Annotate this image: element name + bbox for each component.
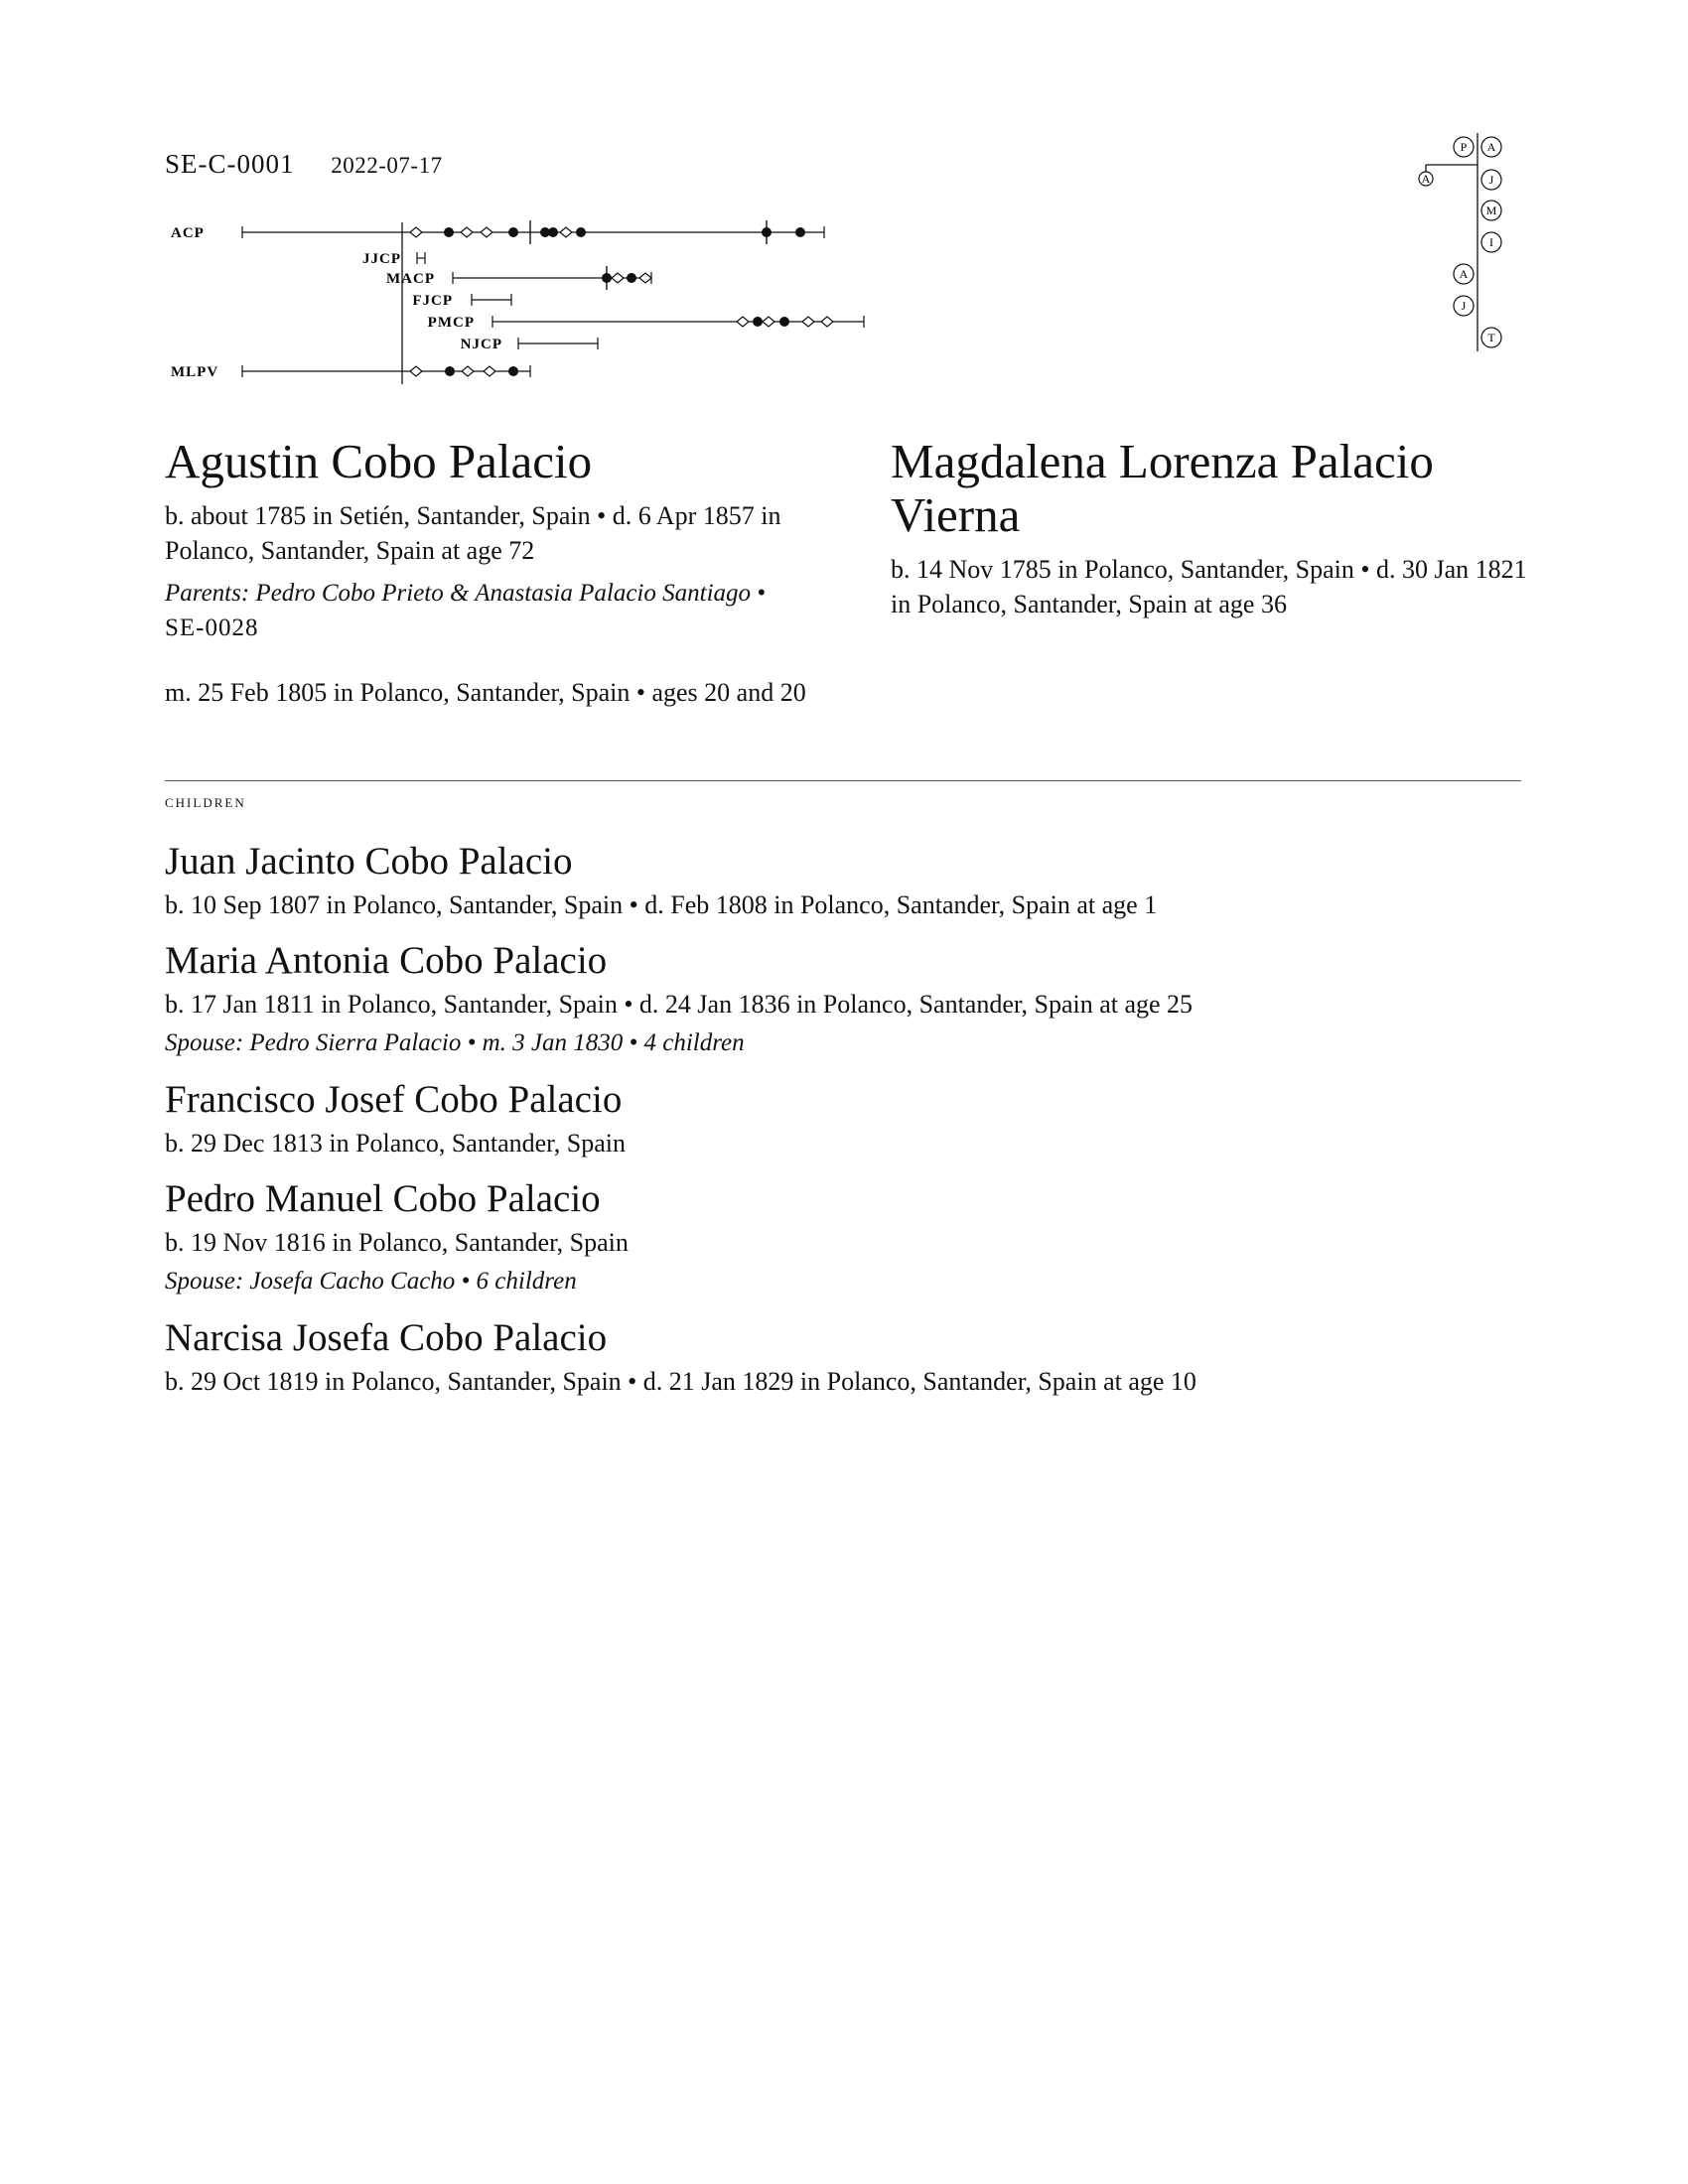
tree-node-initial: P [1460, 140, 1468, 154]
timeline-row-label: MACP [386, 271, 435, 287]
husband-parents-text: Parents: Pedro Cobo Prieto & Anastasia Palacio Santiago • [165, 580, 767, 607]
tree-node-initial: M [1485, 204, 1497, 217]
record-date: 2022-07-17 [331, 153, 443, 178]
record-id: SE-C-0001 [165, 149, 295, 179]
child-entry [165, 1077, 1525, 1162]
timeline-event-dot [508, 227, 518, 237]
husband-parents [165, 576, 810, 645]
child-facts: b. 17 Jan 1811 in Polanco, Santander, Spain • d. 24 Jan 1836 in Polanco, Santander, Spain at age 25 [165, 990, 1194, 1019]
timeline-event-dot [627, 273, 636, 283]
timeline-event-dot [508, 366, 518, 376]
timeline-event-diamond [560, 227, 572, 237]
timeline-event-dot [444, 227, 454, 237]
tree-node-initial: A [1459, 267, 1469, 281]
timeline-event-diamond [481, 227, 492, 237]
child-name: Juan Jacinto Cobo Palacio [165, 840, 573, 883]
husband-block [165, 435, 810, 645]
marriage-facts: m. 25 Feb 1805 in Polanco, Santander, Spain • ages 20 and 20 [165, 678, 806, 707]
child-name: Pedro Manuel Cobo Palacio [165, 1177, 601, 1220]
tree-node-initial: J [1461, 299, 1467, 313]
timeline-event-diamond [462, 366, 474, 376]
child-entry [165, 1315, 1525, 1401]
timeline-row-label: JJCP [362, 251, 401, 267]
children-heading: children [165, 791, 246, 811]
child-spouse: Spouse: Pedro Sierra Palacio • m. 3 Jan 1830 • 4 children [165, 1029, 745, 1056]
timeline-event-dot [602, 273, 612, 283]
husband-facts: b. about 1785 in Setién, Santander, Spain • d. 6 Apr 1857 in Polanco, Santander, Spain at age 72 [165, 501, 781, 565]
timeline-event-diamond [461, 227, 473, 237]
timeline-row-label: MLPV [171, 364, 219, 380]
family-tree-diagram [1400, 131, 1519, 359]
tree-node-initial: T [1487, 331, 1495, 344]
section-divider [165, 780, 1521, 781]
child-facts: b. 10 Sep 1807 in Polanco, Santander, Spain • d. Feb 1808 in Polanco, Santander, Spain at age 1 [165, 890, 1158, 919]
child-entry [165, 938, 1525, 1063]
timeline-row-label: ACP [171, 225, 205, 241]
wife-block [891, 435, 1536, 621]
timeline-row-label: FJCP [412, 293, 453, 309]
tree-node-initial: A [1486, 140, 1496, 154]
timeline-event-diamond [484, 366, 495, 376]
timeline-event-diamond [802, 317, 814, 327]
timeline-event-dot [445, 366, 455, 376]
husband-name: Agustin Cobo Palacio [165, 434, 593, 488]
wife-name: Magdalena Lorenza Palacio Vierna [891, 434, 1434, 542]
timeline-event-diamond [410, 366, 422, 376]
child-name: Maria Antonia Cobo Palacio [165, 939, 608, 982]
tree-node-initial: I [1489, 235, 1493, 249]
child-spouse: Spouse: Josefa Cacho Cacho • 6 children [165, 1268, 577, 1295]
timeline-event-dot [795, 227, 805, 237]
child-facts: b. 29 Dec 1813 in Polanco, Santander, Spain [165, 1129, 626, 1158]
child-name: Francisco Josef Cobo Palacio [165, 1078, 623, 1121]
timeline-event-dot [576, 227, 586, 237]
wife-facts: b. 14 Nov 1785 in Polanco, Santander, Spain • d. 30 Jan 1821 in Polanco, Santander, Spain at age 36 [891, 555, 1527, 618]
timeline-event-diamond [763, 317, 774, 327]
children-list [165, 839, 1525, 1415]
family-timeline [159, 208, 874, 387]
child-facts: b. 19 Nov 1816 in Polanco, Santander, Spain [165, 1228, 629, 1257]
timeline-event-dot [762, 227, 772, 237]
husband-parents-ref[interactable]: SE-0028 [165, 614, 259, 641]
timeline-row-label: PMCP [427, 315, 475, 331]
tree-node-initial: A [1421, 172, 1431, 186]
tree-node-initial: J [1488, 173, 1494, 187]
timeline-event-diamond [821, 317, 833, 327]
child-entry [165, 839, 1525, 924]
timeline-event-diamond [737, 317, 749, 327]
timeline-event-diamond [612, 273, 624, 283]
timeline-event-diamond [410, 227, 422, 237]
timeline-event-dot [779, 317, 789, 327]
page-header [165, 149, 443, 180]
child-name: Narcisa Josefa Cobo Palacio [165, 1316, 608, 1359]
timeline-row-label: NJCP [460, 337, 502, 352]
timeline-event-dot [548, 227, 558, 237]
timeline-event-dot [753, 317, 763, 327]
child-facts: b. 29 Oct 1819 in Polanco, Santander, Spain • d. 21 Jan 1829 in Polanco, Santander, Spain at age 10 [165, 1367, 1196, 1396]
child-entry [165, 1176, 1525, 1301]
timeline-event-diamond [639, 273, 651, 283]
